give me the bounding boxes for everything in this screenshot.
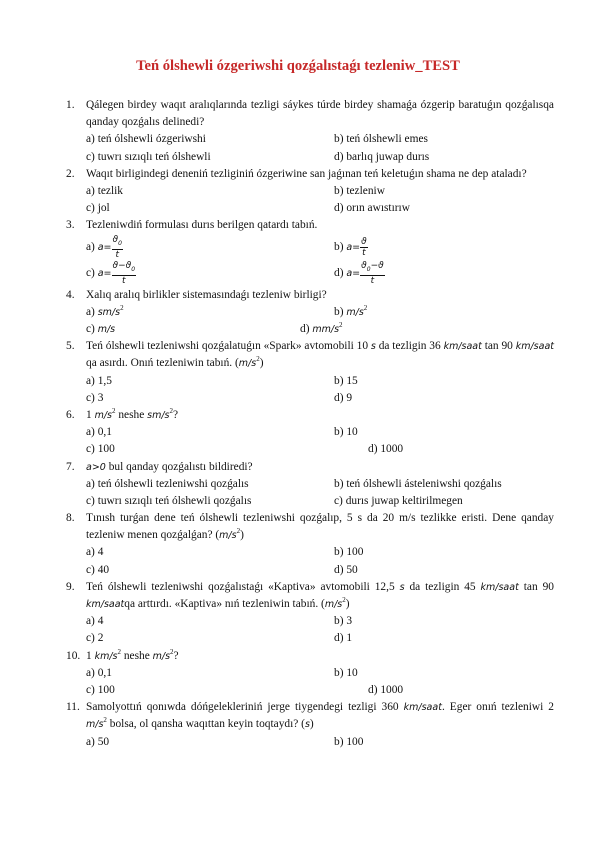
option-d: d) 1000 <box>368 443 404 456</box>
question-4 <box>66 287 554 339</box>
option-a: a) 0,1 <box>86 426 112 439</box>
fraction: $\frac{ϑ_0-ϑ}{t}$ <box>361 261 384 286</box>
question-number: 11. <box>66 701 80 714</box>
option-c: c) tuwrı sızıqlı teń ólshewli qozǵalıs <box>86 494 252 507</box>
question-5 <box>66 338 554 407</box>
question-number: 3. <box>66 219 75 232</box>
option-d: d) orın awıstırıw <box>334 202 410 215</box>
question-text: Tezleniwdiń formulası durıs berilgen qatardı tabıń. <box>86 219 318 232</box>
question-11 <box>66 699 554 751</box>
question-list <box>66 97 554 751</box>
option-a: a) 1,5 <box>86 374 112 387</box>
option-a: a) teń ólshewli ózgeriwshi <box>86 133 206 146</box>
option-c: c) 100 <box>86 684 115 697</box>
question-text: a>0 bul qanday qozǵalıstı bildiredi? <box>86 460 253 473</box>
option-d: d) 1000 <box>368 684 404 697</box>
option-d: d) 1 <box>334 632 353 645</box>
option-c: c) 3 <box>86 391 104 404</box>
question-text: Teń ólshewli tezleniwshi qozǵalatuǵın «Spark» avtomobili 10 s da tezligin 36 km/saat tan 90 km/saat qa asırdı. Onıń tezleniwin tabıń. $(m/s^2)$ <box>86 340 554 370</box>
question-number: 8. <box>66 512 75 525</box>
option-b: b) a= $\frac{ϑ}{t}$ <box>334 237 367 259</box>
option-c: c) 100 <box>86 443 115 456</box>
option-c: c) m/s <box>86 322 116 335</box>
question-number: 6. <box>66 408 75 421</box>
option-d: d) $mm/s^2$ <box>300 321 343 335</box>
question-text: Teń ólshewli tezleniwshi qozǵalıstaǵı «Kaptiva» avtomobili 12,5 s da tezligin 45 km/saat tan 90 km/saatqa arttırdı. «Kaptiva» nıń tezleniwin tabıń. $(m/s^2)$ <box>86 580 554 611</box>
question-number: 2. <box>66 167 75 180</box>
fraction: $\frac{ϑ_0}{t}$ <box>112 235 122 260</box>
question-9 <box>66 579 554 648</box>
question-text: Samolyottıń qonıwda dóńgelekleriniń jerge tiygendegi tezligi 360 km/saat. Eger onıń tezleniwi 2 $m/s^2$ bolsa, ol qansha waqıttan keyin toqtaydı? (s) <box>86 701 555 731</box>
question-text: Waqıt birligindegi deneniń tezliginiń ózgeriwine san jaǵınan teń keletuǵın shama ne dep ataladı? <box>86 167 527 180</box>
question-text: 1 $m/s^2$ neshe $sm/s^2$? <box>86 407 179 421</box>
question-number: 10. <box>66 649 81 662</box>
option-a: a) $sm/s^2$ <box>86 303 124 318</box>
question-6 <box>66 407 554 459</box>
option-c: c) 2 <box>86 632 104 645</box>
option-b: b) 3 <box>334 615 353 628</box>
option-b: b) 100 <box>334 546 364 559</box>
option-b: b) teń ólshewli emes <box>334 133 428 146</box>
question-8 <box>66 510 554 579</box>
question-2 <box>66 166 554 218</box>
option-a: a) tezlik <box>86 184 123 197</box>
question-text: Xalıq aralıq birlikler sistemasındaǵı tezleniw birligi? <box>86 288 327 301</box>
option-b: b) $m/s^2$ <box>334 303 368 318</box>
option-a: a) 50 <box>86 735 110 748</box>
question-7 <box>66 459 554 511</box>
option-a: a) teń ólshewli tezleniwshi qozǵalıs <box>86 477 249 490</box>
option-b: b) teń ólshewli ásteleniwshi qozǵalıs <box>334 477 502 490</box>
option-a: a) a= $\frac{ϑ_0}{t}$ <box>86 235 122 260</box>
option-c: c) a= $\frac{ϑ-ϑ_0}{t}$ <box>86 261 136 286</box>
option-c: c) 40 <box>86 563 110 576</box>
option-b: b) 10 <box>334 426 358 439</box>
question-3 <box>66 217 554 286</box>
option-b: b) tezleniw <box>334 184 385 197</box>
option-b: b) 10 <box>334 666 358 679</box>
question-1 <box>66 97 554 166</box>
option-a: a) 0,1 <box>86 666 112 679</box>
question-number: 4. <box>66 288 75 301</box>
fraction: $\frac{ϑ}{t}$ <box>361 237 367 259</box>
option-d: d) barlıq juwap durıs <box>334 150 430 163</box>
question-number: 5. <box>66 340 75 353</box>
fraction: $\frac{ϑ-ϑ_0}{t}$ <box>112 261 136 286</box>
question-number: 9. <box>66 580 75 593</box>
option-d: c) durıs juwap keltirilmegen <box>334 494 463 507</box>
option-a: a) 4 <box>86 615 104 628</box>
option-c: c) tuwrı sızıqlı teń ólshewli <box>86 150 211 163</box>
option-d: d) 50 <box>334 563 358 576</box>
question-10 <box>66 648 554 700</box>
option-c: c) jol <box>86 202 110 215</box>
question-number: 1. <box>66 99 75 111</box>
option-a: a) 4 <box>86 546 104 559</box>
question-text: Qálegen birdey waqıt aralıqlarında tezligi sáykes túrde birdey shamaǵa ózgerip baratuǵın qozǵalısqa qanday qozǵalıs delinedi? <box>86 99 554 129</box>
document-title: Teń ólshewli ózgeriwshi qozǵalıstaǵı tezleniw_TEST <box>136 58 460 74</box>
question-text: 1 $km/s^2$ neshe $m/s^2$? <box>86 647 179 662</box>
option-d: d) 9 <box>334 391 353 404</box>
question-text: Tınısh turǵan dene teń ólshewli tezleniwshi qozǵalıp, 5 s da 20 m/s tezlikke eristi. Dene qanday tezleniw menen qozǵalǵan? $(m/s^2)$ <box>86 512 554 542</box>
option-b: b) 100 <box>334 735 364 748</box>
option-b: b) 15 <box>334 374 358 387</box>
question-number: 7. <box>66 460 75 473</box>
option-d: d) a= $\frac{ϑ_0-ϑ}{t}$ <box>334 261 384 286</box>
